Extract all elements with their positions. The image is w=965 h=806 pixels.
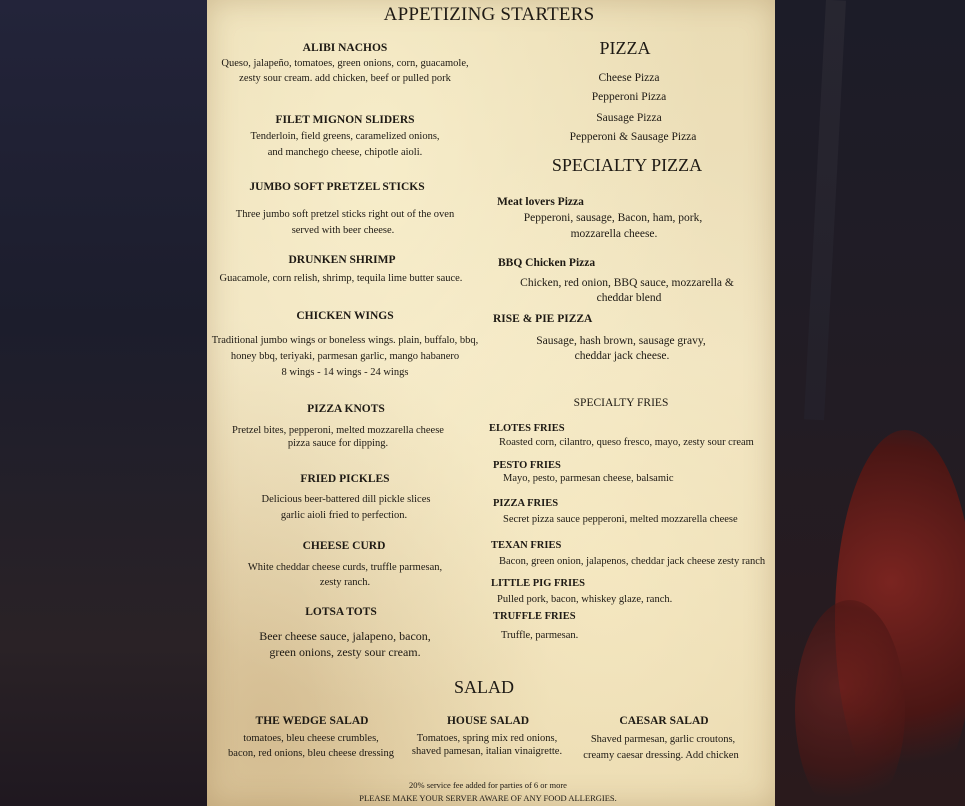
specialty-pizza-desc: cheddar jack cheese.	[574, 350, 670, 362]
starter-desc: Traditional jumbo wings or boneless wings. plain, buffalo, bbq,	[211, 335, 479, 346]
pizza-item: Cheese Pizza	[598, 72, 660, 84]
starter-desc: garlic aioli fried to perfection.	[280, 510, 408, 521]
pizza-item: Pepperoni & Sausage Pizza	[569, 131, 697, 143]
starter-desc: Three jumbo soft pretzel sticks right out of the oven	[235, 209, 455, 220]
salad-name: HOUSE SALAD	[446, 715, 530, 727]
starter-desc: Guacamole, corn relish, shrimp, tequila lime butter sauce.	[219, 273, 463, 284]
specialty-pizza-desc: Chicken, red onion, BBQ sauce, mozzarella &	[520, 277, 734, 289]
background-streak	[804, 0, 846, 420]
fries-desc: Mayo, pesto, parmesan cheese, balsamic	[503, 473, 674, 484]
starter-desc: Beer cheese sauce, jalapeno, bacon,	[259, 629, 431, 643]
starter-desc: Delicious beer-battered dill pickle slices	[261, 494, 431, 505]
salad-name: CAESAR SALAD	[619, 715, 709, 727]
salad-desc: shaved pamesan, italian vinaigrette.	[411, 746, 563, 757]
specialty-pizza-desc: cheddar blend	[596, 292, 662, 304]
background-right	[775, 0, 965, 806]
salad-desc: creamy caesar dressing. Add chicken	[583, 750, 739, 761]
salad-name: THE WEDGE SALAD	[255, 715, 369, 727]
starter-desc: zesty ranch.	[319, 577, 371, 588]
starter-desc: Tenderloin, field greens, caramelized onions,	[250, 131, 440, 142]
starter-name: JUMBO SOFT PRETZEL STICKS	[249, 181, 425, 193]
starter-name: CHEESE CURD	[302, 540, 386, 552]
starter-desc: served with beer cheese.	[291, 225, 395, 236]
background-left	[0, 0, 207, 806]
specialty-pizza-desc: Pepperoni, sausage, Bacon, ham, pork,	[523, 212, 703, 224]
fries-name: PESTO FRIES	[493, 460, 561, 471]
starter-desc: Queso, jalapeño, tomatoes, green onions, corn, guacamole,	[221, 58, 469, 69]
specialty-pizza-name: BBQ Chicken Pizza	[498, 257, 596, 269]
fries-name: TRUFFLE FRIES	[493, 611, 576, 622]
starter-name: DRUNKEN SHRIMP	[288, 254, 396, 266]
starter-name: CHICKEN WINGS	[296, 310, 394, 322]
specialty-fries-title: SPECIALTY FRIES	[573, 397, 669, 409]
starter-name: ALIBI NACHOS	[302, 42, 388, 54]
pizza-item: Pepperoni Pizza	[591, 91, 667, 103]
salad-desc: bacon, red onions, bleu cheese dressing	[228, 748, 394, 759]
starter-desc: zesty sour cream. add chicken, beef or pulled pork	[239, 73, 451, 84]
starter-desc: and manchego cheese, chipotle aioli.	[267, 147, 423, 158]
starter-desc: pizza sauce for dipping.	[287, 438, 389, 449]
starter-name: LOTSA TOTS	[305, 606, 377, 618]
starter-desc: green onions, zesty sour cream.	[269, 645, 421, 659]
fries-desc: Pulled pork, bacon, whiskey glaze, ranch.	[497, 594, 673, 605]
starter-desc: 8 wings - 14 wings - 24 wings	[281, 367, 409, 378]
salad-desc: Shaved parmesan, garlic croutons,	[590, 734, 736, 745]
fries-name: LITTLE PIG FRIES	[491, 578, 585, 589]
allergy-notice: PLEASE MAKE YOUR SERVER AWARE OF ANY FOOD ALLERGIES.	[359, 793, 617, 803]
starters-title: APPETIZING STARTERS	[383, 4, 595, 25]
specialty-pizza-name: RISE & PIE PIZZA	[493, 313, 593, 325]
background-red-shadow	[795, 600, 905, 806]
fries-desc: Roasted corn, cilantro, queso fresco, mayo, zesty sour cream	[499, 437, 754, 448]
menu-page	[207, 0, 775, 806]
starter-desc: Pretzel bites, pepperoni, melted mozzarella cheese	[232, 425, 444, 436]
fries-desc: Bacon, green onion, jalapenos, cheddar jack cheese zesty ranch	[499, 556, 766, 567]
specialty-pizza-name: Meat lovers Pizza	[497, 196, 584, 208]
salad-desc: tomatoes, bleu cheese crumbles,	[243, 733, 379, 744]
starter-desc: White cheddar cheese curds, truffle parmesan,	[247, 562, 443, 573]
fries-desc: Truffle, parmesan.	[501, 630, 579, 641]
salad-desc: Tomatoes, spring mix red onions,	[416, 733, 558, 744]
starter-name: FRIED PICKLES	[300, 473, 390, 485]
specialty-pizza-desc: Sausage, hash brown, sausage gravy,	[536, 335, 706, 347]
starter-name: FILET MIGNON SLIDERS	[275, 114, 415, 126]
specialty-pizza-title: SPECIALTY PIZZA	[551, 155, 703, 175]
starter-name: PIZZA KNOTS	[307, 403, 385, 415]
service-fee-note: 20% service fee added for parties of 6 or more	[409, 780, 567, 790]
specialty-pizza-desc: mozzarella cheese.	[570, 228, 658, 240]
fries-name: PIZZA FRIES	[493, 498, 559, 509]
fries-name: ELOTES FRIES	[489, 423, 565, 434]
salad-title: SALAD	[453, 677, 515, 697]
fries-desc: Secret pizza sauce pepperoni, melted mozzarella cheese	[503, 514, 738, 525]
pizza-title: PIZZA	[599, 38, 651, 58]
pizza-item: Sausage Pizza	[596, 112, 662, 124]
fries-name: TEXAN FRIES	[491, 540, 562, 551]
starter-desc: honey bbq, teriyaki, parmesan garlic, mango habanero	[230, 351, 460, 362]
